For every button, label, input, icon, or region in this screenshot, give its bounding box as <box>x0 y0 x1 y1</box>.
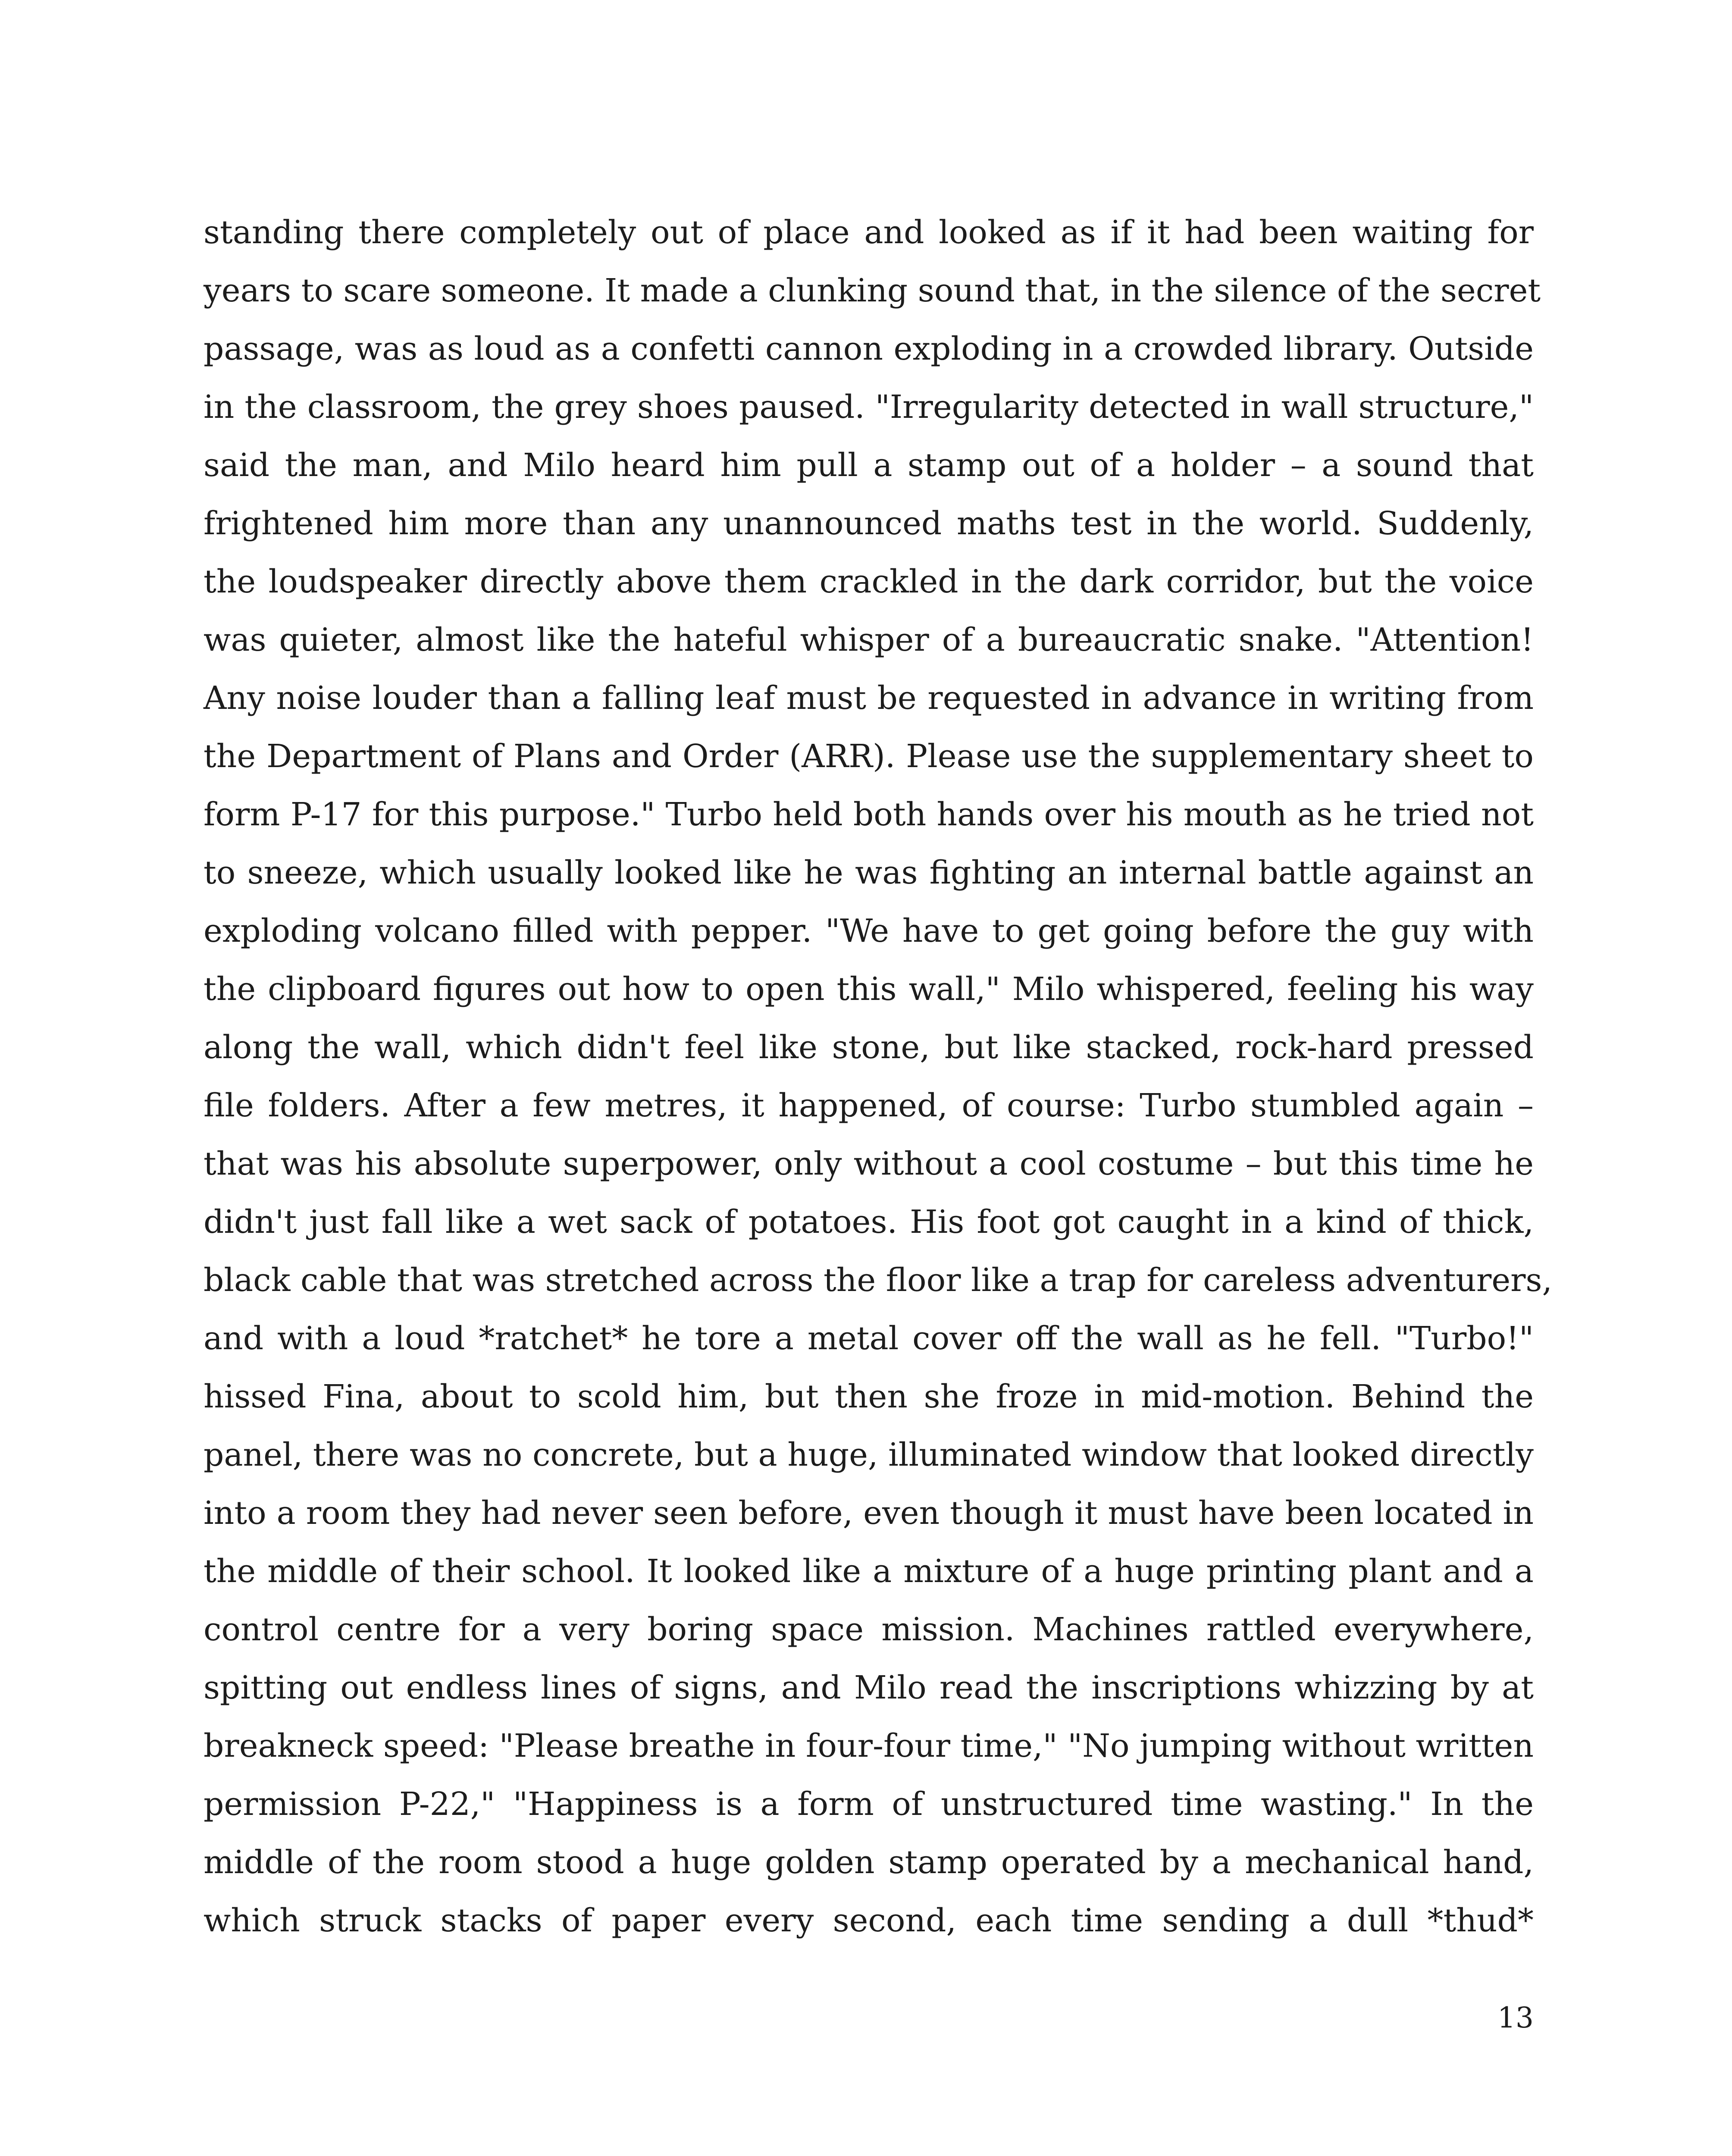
text-line: the clipboard figures out how to open this wall," Milo whispered, feeling his way <box>204 971 1534 1008</box>
text-line: exploding volcano filled with pepper. "We have to get going before the guy with <box>204 912 1534 950</box>
text-line: that was his absolute superpower, only without a cool costume – but this time he <box>204 1145 1534 1182</box>
text-line: to sneeze, which usually looked like he was fighting an internal battle against an <box>204 854 1534 891</box>
text-line: form P-17 for this purpose." Turbo held both hands over his mouth as he tried not <box>204 796 1534 833</box>
text-line: control centre for a very boring space mission. Machines rattled everywhere, <box>204 1611 1534 1648</box>
text-line: middle of the room stood a huge golden stamp operated by a mechanical hand, <box>204 1844 1534 1881</box>
text-line: didn't just fall like a wet sack of potatoes. His foot got caught in a kind of thick, <box>204 1203 1534 1241</box>
text-line: which struck stacks of paper every second, each time sending a dull *thud* <box>204 1902 1534 1939</box>
text-line: permission P-22," "Happiness is a form of unstructured time wasting." In the <box>204 1786 1534 1823</box>
text-line: breakneck speed: "Please breathe in four-four time," "No jumping without written <box>204 1727 1534 1764</box>
body-paragraph <box>204 204 1552 1950</box>
text-line: into a room they had never seen before, even though it must have been located in <box>204 1495 1534 1532</box>
text-line: standing there completely out of place and looked as if it had been waiting for <box>204 214 1534 251</box>
text-line: hissed Fina, about to scold him, but then she froze in mid-motion. Behind the <box>204 1378 1534 1415</box>
text-line: in the classroom, the grey shoes paused. "Irregularity detected in wall structure," <box>204 389 1534 426</box>
text-line: along the wall, which didn't feel like stone, but like stacked, rock-hard pressed <box>204 1029 1534 1066</box>
text-line: black cable that was stretched across the floor like a trap for careless adventurers, <box>204 1262 1552 1299</box>
text-line: Any noise louder than a falling leaf must be requested in advance in writing from <box>204 680 1534 717</box>
text-line: and with a loud *ratchet* he tore a metal cover off the wall as he fell. "Turbo!" <box>204 1320 1534 1357</box>
page-number: 13 <box>1497 2001 1534 2034</box>
text-line: frightened him more than any unannounced maths test in the world. Suddenly, <box>204 505 1534 542</box>
text-line: said the man, and Milo heard him pull a stamp out of a holder – a sound that <box>204 447 1534 484</box>
text-line: the middle of their school. It looked like a mixture of a huge printing plant and a <box>204 1553 1534 1590</box>
text-line: was quieter, almost like the hateful whisper of a bureaucratic snake. "Attention! <box>204 621 1534 658</box>
text-line: years to scare someone. It made a clunking sound that, in the silence of the secret <box>204 272 1541 309</box>
text-line: file folders. After a few metres, it happened, of course: Turbo stumbled again – <box>204 1087 1534 1124</box>
text-line: passage, was as loud as a confetti cannon exploding in a crowded library. Outside <box>204 330 1534 367</box>
text-line: panel, there was no concrete, but a huge, illuminated window that looked directly <box>204 1436 1534 1473</box>
text-line: spitting out endless lines of signs, and Milo read the inscriptions whizzing by at <box>204 1669 1534 1706</box>
text-line: the loudspeaker directly above them crackled in the dark corridor, but the voice <box>204 563 1534 600</box>
text-line: the Department of Plans and Order (ARR). Please use the supplementary sheet to <box>204 738 1534 775</box>
